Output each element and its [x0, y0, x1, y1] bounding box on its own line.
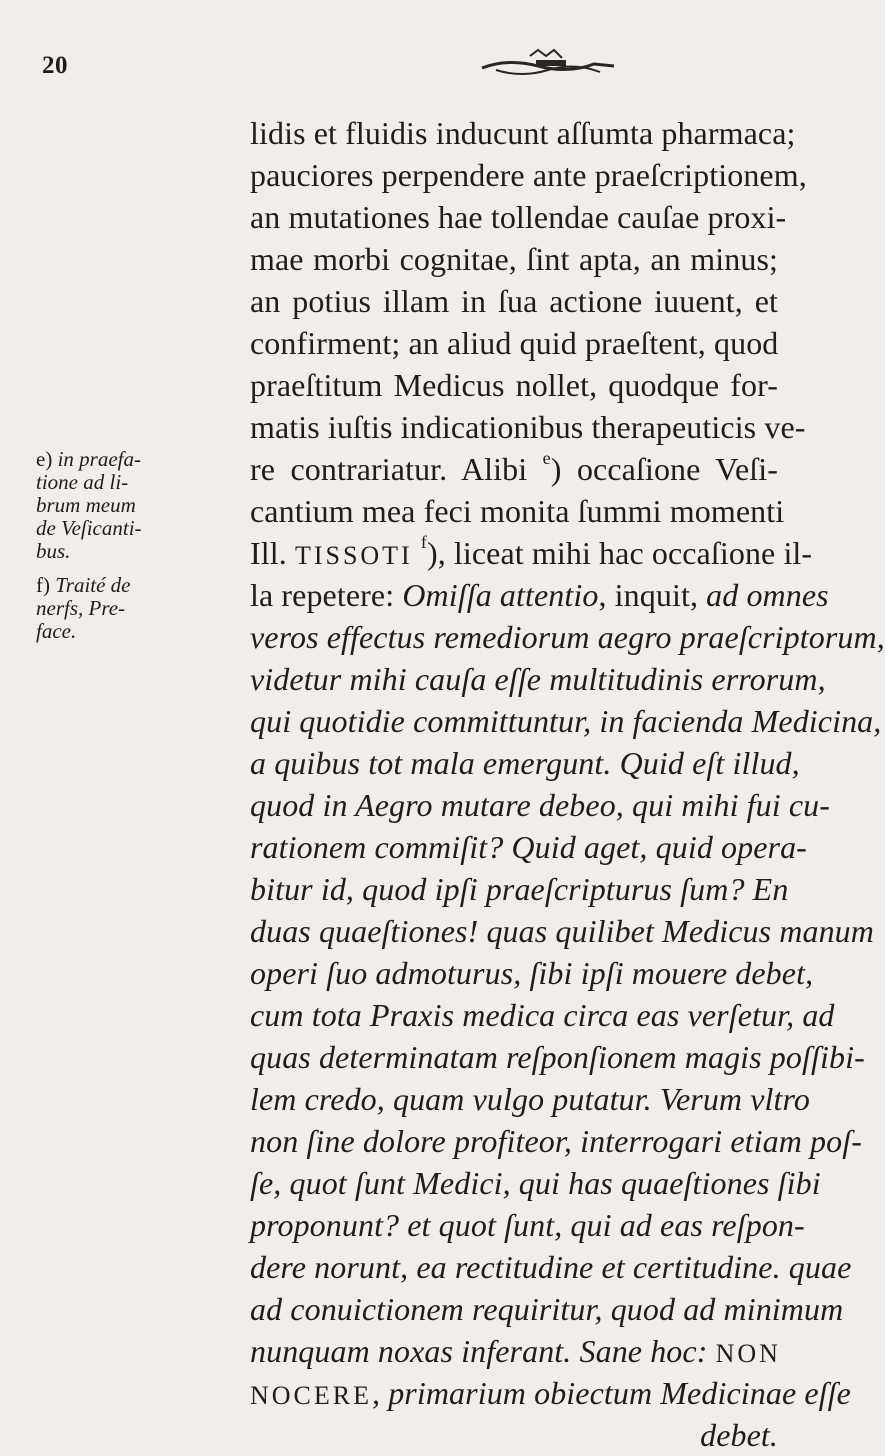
body-line: debet.: [700, 1417, 778, 1453]
footnote-ref-e: e: [542, 448, 551, 469]
margin-note-e: e) in praefa- tione ad li- brum meum de Veſicanti- bus.: [36, 447, 142, 563]
body-line: videtur mihi cauſa eſſe multitudinis errorum,: [250, 661, 826, 697]
body-line: qui quotidie committuntur, in facienda Medicina,: [250, 703, 882, 739]
body-line: matis iuſtis indicationibus therapeuticis ve-: [250, 409, 806, 445]
body-line: pauciores perpendere ante praeſcriptionem,: [250, 157, 807, 193]
body-line: duas quaeſtiones! quas quilibet Medicus manum: [250, 913, 874, 949]
footnote-ref-f: f: [420, 532, 427, 553]
body-line: quod in Aegro mutare debeo, qui mihi fui cu-: [250, 787, 831, 823]
body-line: la repetere: Omiſſa attentio, inquit, ad omnes: [250, 577, 829, 613]
body-line: rationem commiſit? Quid aget, quid opera-: [250, 829, 807, 865]
body-line: NOCERE, primarium obiectum Medicinae eſſe: [250, 1375, 851, 1411]
body-line: nunquam noxas inferant. Sane hoc: NON: [250, 1333, 781, 1369]
body-line: an mutationes hae tollendae cauſae proxi-: [250, 199, 787, 235]
body-line: confirment; an aliud quid praeſtent, quod: [250, 325, 779, 361]
body-line: praeſtitum Medicus nollet, quodque for-: [250, 367, 778, 403]
body-line: re contrariatur. Alibi $^e$) occaſione Veſi-: [250, 448, 779, 487]
body-line: veros effectus remediorum aegro praeſcriptorum,: [250, 619, 885, 655]
body-line: proponunt? et quot ſunt, qui ad eas reſpon-: [250, 1207, 805, 1243]
body-line: lidis et fluidis inducunt aſſumta pharmaca;: [250, 115, 796, 151]
headpiece-ornament: [478, 46, 618, 82]
body-line: a quibus tot mala emergunt. Quid eſt illud,: [250, 745, 800, 781]
body-line: operi ſuo admoturus, ſibi ipſi mouere debet,: [250, 955, 814, 991]
body-line: ſe, quot ſunt Medici, qui has quaeſtiones ſibi: [250, 1165, 821, 1201]
body-line: dere norunt, ea rectitudine et certitudine. quae: [250, 1249, 852, 1285]
main-text-column: [250, 112, 885, 1456]
body-line: Ill. TISSOTI $^f$), liceat mihi hac occaſione il-: [250, 532, 813, 571]
body-line: bitur id, quod ipſi praeſcripturus ſum? En: [250, 871, 789, 907]
body-line: cum tota Praxis medica circa eas verſetur, ad: [250, 997, 835, 1033]
body-line: quas determinatam reſponſionem magis poſſibi-: [250, 1039, 865, 1075]
body-line: cantium mea feci monita ſummi momenti: [250, 493, 785, 529]
body-line: lem credo, quam vulgo putatur. Verum vltro: [250, 1081, 810, 1117]
body-line: non ſine dolore profiteor, interrogari etiam poſ-: [250, 1123, 862, 1159]
body-line: ad conuictionem requiritur, quod ad minimum: [250, 1291, 844, 1327]
body-line: an potius illam in ſua actione iuuent, et: [250, 283, 778, 319]
page-number: 20: [42, 52, 68, 79]
margin-note-f: f) Traité de nerfs, Pre- face.: [36, 573, 131, 643]
body-line: mae morbi cognitae, ſint apta, an minus;: [250, 241, 778, 277]
